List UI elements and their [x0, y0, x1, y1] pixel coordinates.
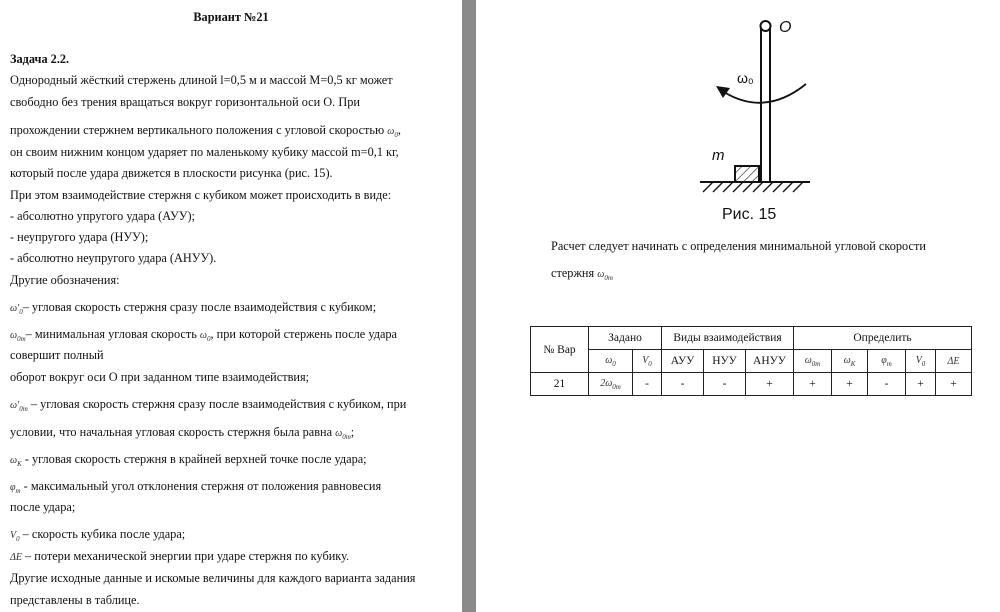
phim-symbol: $\varphi_m$: [10, 482, 21, 495]
intro-line-2: свободно без трения вращаться вокруг горизонтальной оси О. При: [10, 95, 360, 109]
rod: [761, 28, 770, 182]
sub-de: ΔE: [936, 350, 972, 373]
def-line: Другие исходные данные и искомые величины для каждого варианта задания: [10, 571, 416, 585]
header-var: № Вар: [531, 327, 589, 373]
sub-nuu: НУУ: [704, 350, 746, 373]
sub-phim: $\varphi_m$: [868, 350, 906, 373]
def-text-2: , при которой стержень после удара: [210, 327, 398, 341]
cell-de: +: [936, 373, 972, 396]
intro-line-1: Однородный жёсткий стержень длиной l=0,5 м и массой M=0,5 кг может: [10, 73, 393, 87]
note-text: стержня: [551, 266, 595, 280]
def-text: – скорость кубика после удара;: [19, 527, 186, 541]
omega0m-symbol: $\omega_{0m}$: [597, 269, 613, 282]
cell-anuu: +: [746, 373, 794, 396]
def-omega0m: [10, 326, 397, 347]
omega-label: ω₀: [737, 70, 754, 86]
cell-omega0: $2\omega_{0m}$: [589, 373, 633, 396]
omega0m-symbol: $\omega_{0m}$: [10, 330, 26, 343]
def-text: - угловая скорость стержня в крайней верхней точке после удара;: [21, 452, 367, 466]
sub-auu: АУУ: [662, 350, 704, 373]
note-line-2: [551, 265, 613, 286]
left-page: [0, 0, 462, 612]
def-text: - максимальный угол отклонения стержня от положения равновесия: [20, 479, 382, 493]
def-v0: [10, 526, 185, 547]
intro-line-9: - абсолютно неупругого удара (АНУУ).: [10, 251, 217, 265]
cell-phim: -: [868, 373, 906, 396]
task-heading: Задача 2.2.: [10, 52, 70, 66]
header-given: Задано: [589, 327, 662, 350]
variant-title: Вариант №21: [193, 10, 269, 24]
rotation-arc: [724, 84, 806, 103]
def-omega0-prime: [10, 299, 376, 320]
cube: [735, 166, 759, 182]
sub-v0-find: $V_0$: [906, 350, 936, 373]
intro-line-7: - абсолютно упругого удара (АУУ);: [10, 209, 195, 223]
mass-label: m: [712, 147, 725, 164]
def-text: условии, что начальная угловая скорость стержня была равна: [10, 425, 333, 439]
omega0-symbol: $\omega_0$: [387, 126, 398, 139]
cell-nuu: -: [704, 373, 746, 396]
intro-line-5: который после удара движется в плоскости рисунка (рис. 15).: [10, 166, 333, 180]
pivot-label: O: [779, 19, 792, 36]
v0-symbol: $V_0$: [10, 530, 20, 543]
omega0-symbol: $\omega_0$: [199, 330, 211, 343]
def-omega0m-prime: [10, 396, 406, 417]
def-phim: [10, 478, 381, 499]
cell-v0-find: +: [906, 373, 936, 396]
pivot: [761, 21, 771, 31]
header-types: Виды взаимодействия: [662, 327, 794, 350]
rotation-arrowhead: [716, 86, 730, 98]
table-row: [531, 373, 972, 396]
delta-e-symbol: ΔE: [10, 552, 22, 563]
params-table: [530, 326, 972, 396]
def-line: совершит полный: [10, 348, 104, 362]
def-de: [10, 548, 349, 566]
def-text: – минимальная угловая скорость: [25, 327, 197, 341]
cell-auu: -: [662, 373, 704, 396]
intro-line-10: Другие обозначения:: [10, 273, 120, 287]
def-line: после удара;: [10, 500, 76, 514]
note-line-1: Расчет следует начинать с определения минимальной угловой скорости: [551, 239, 926, 253]
def-line: представлены в таблице.: [10, 593, 140, 607]
sub-anuu: АНУУ: [746, 350, 794, 373]
def-text-2: ;: [350, 425, 355, 439]
intro-line-6: При этом взаимодействие стержня с кубиком может происходить в виде:: [10, 188, 392, 202]
intro-line-3: прохождении стержнем вертикального положения с угловой скоростью $\omega_0$,: [10, 123, 401, 139]
cell-v0: -: [633, 373, 662, 396]
header-find: Определить: [794, 327, 972, 350]
intro-line-8: - неупругого удара (НУУ);: [10, 230, 149, 244]
sub-omega0m: $\omega_{0m}$: [794, 350, 832, 373]
def-text: – потери механической энергии при ударе стержня по кубику.: [21, 549, 350, 563]
table-subheader-row: [531, 350, 972, 373]
omega0-prime-symbol: $\omega'_0$: [10, 303, 23, 316]
table-header-row: [531, 327, 972, 350]
def-omegak: [10, 451, 367, 472]
cell-omega0m: +: [794, 373, 832, 396]
sub-v0: $V_0$: [633, 350, 662, 373]
intro-line-3-text: прохождении стержнем вертикального положения с угловой скоростью: [10, 123, 385, 137]
def-line: оборот вокруг оси О при заданном типе взаимодействия;: [10, 370, 310, 384]
def-text: – угловая скорость стержня сразу после взаимодействия с кубиком;: [22, 300, 377, 314]
def-line: [10, 424, 354, 445]
sub-omega0: $\omega_0$: [589, 350, 633, 373]
cell-omegak: +: [832, 373, 868, 396]
omega0m-prime-symbol: $\omega'_{0m}$: [10, 400, 28, 413]
omega0m-symbol: $\omega_{0m}$: [335, 428, 351, 441]
cell-var: 21: [531, 373, 589, 396]
page-gap: [462, 0, 476, 612]
def-text: – угловая скорость стержня сразу после взаимодействия с кубиком, при: [27, 397, 407, 411]
intro-line-4: он своим нижним концом ударяет по маленькому кубику массой m=0,1 кг,: [10, 145, 399, 159]
omegak-symbol: $\omega_K$: [10, 455, 22, 468]
figure-caption: Рис. 15: [722, 206, 777, 223]
ground-hatching: [703, 182, 803, 192]
sub-omegak: $\omega_K$: [832, 350, 868, 373]
